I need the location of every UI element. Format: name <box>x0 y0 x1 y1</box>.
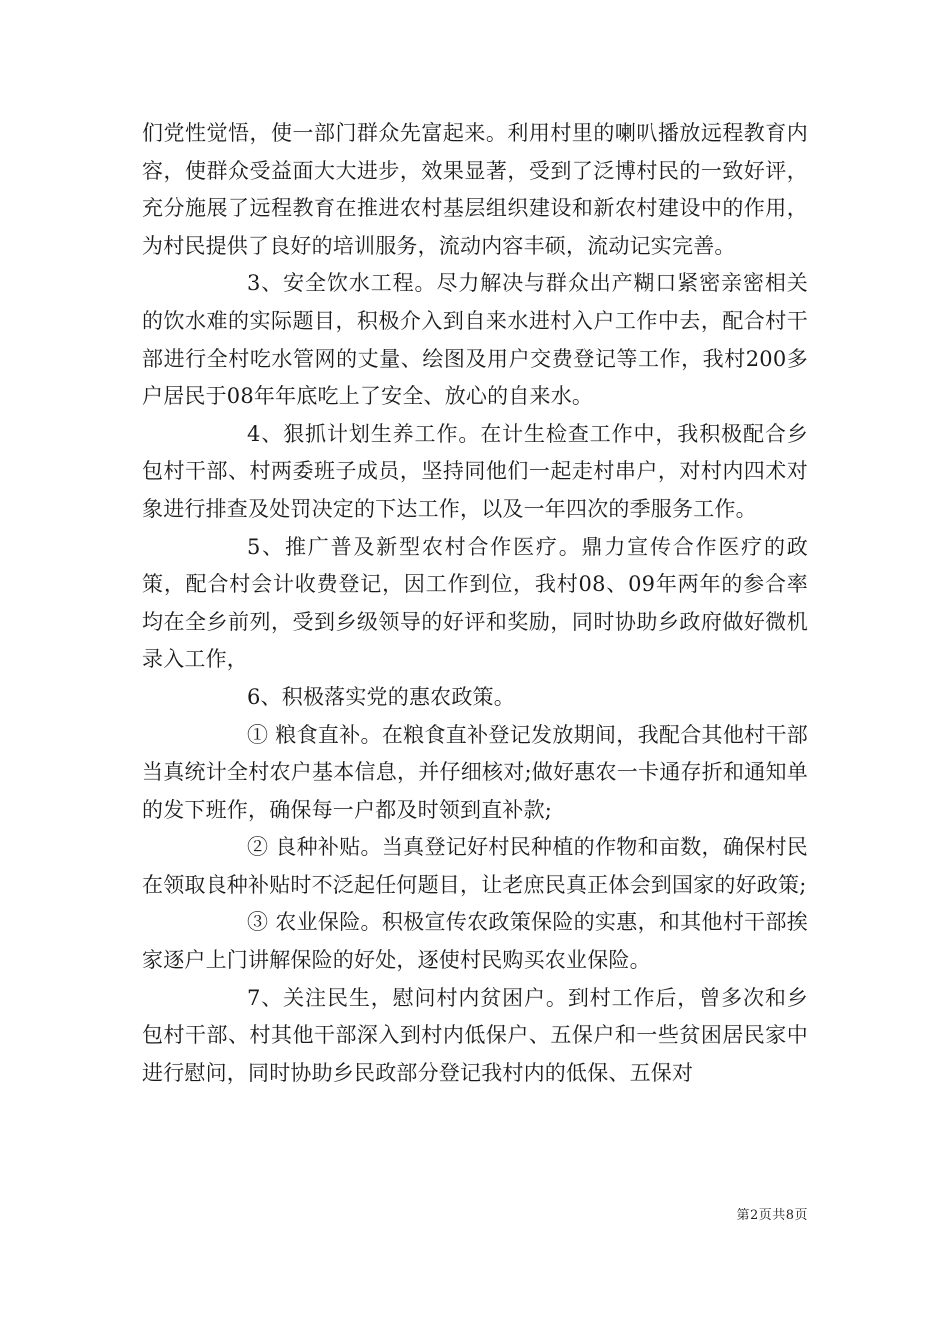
page-number-footer: 第2页共8页 <box>736 1208 808 1223</box>
paragraph-item-3-safe-water: 3、安全饮水工程。尽力解决与群众出产糊口紧密亲密相关的饮水难的实际题目，积极介入到自来水进村入户工作中去，配合村干部进行全村吃水管网的丈量、绘图及用户交费登记等工作，我村200多户居民于08年年底吃上了安全、放心的自来水。 <box>142 271 808 409</box>
paragraph-continuation: 们党性觉悟，使一部门群众先富起来。利用村里的喇叭播放远程教育内容，使群众受益面大大进步，效果显著，受到了泛博村民的一致好评，充分施展了远程教育在推进农村基层组织建设和新农村建设中的作用，为村民提供了良好的培训服务，流动内容丰硕，流动记实完善。 <box>142 121 808 258</box>
paragraph-item-6-policy-heading: 6、积极落实党的惠农政策。 <box>247 684 515 709</box>
paragraph-subitem-grain-subsidy: ① 粮食直补。在粮食直补登记发放期间，我配合其他村干部当真统计全村农户基本信息，并仔细核对;做好惠农一卡通存折和通知单的发下班作，确保每一户都及时领到直补款; <box>142 722 808 822</box>
paragraph-subitem-agri-insurance: ③ 农业保险。积极宣传农政策保险的实惠，和其他村干部挨家逐户上门讲解保险的好处，逐使村民购买农业保险。 <box>142 910 808 973</box>
paragraph-item-7-poverty-visits: 7、关注民生，慰问村内贫困户。到村工作后，曾多次和乡包村干部、村其他干部深入到村内低保户、五保户和一些贫困居民家中进行慰问，同时协助乡民政部分登记我村内的低保、五保对 <box>142 985 808 1085</box>
paragraph-item-5-rural-medical: 5、推广普及新型农村合作医疗。鼎力宣传合作医疗的政策，配合村会计收费登记，因工作到位，我村08、09年两年的参合率均在全乡前列，受到乡级领导的好评和奖励，同时协助乡政府做好微机录入工作， <box>142 534 808 672</box>
paragraph-subitem-seed-subsidy: ② 良种补贴。当真登记好村民种植的作物和亩数，确保村民在领取良种补贴时不泛起任何题目，让老庶民真正体会到国家的好政策; <box>142 835 808 897</box>
paragraph-item-4-family-planning: 4、狠抓计划生养工作。在计生检查工作中，我积极配合乡包村干部、村两委班子成员，坚持同他们一起走村串户，对村内四术对象进行排查及处罚决定的下达工作，以及一年四次的季服务工作。 <box>142 421 808 521</box>
document-body <box>142 115 808 1092</box>
